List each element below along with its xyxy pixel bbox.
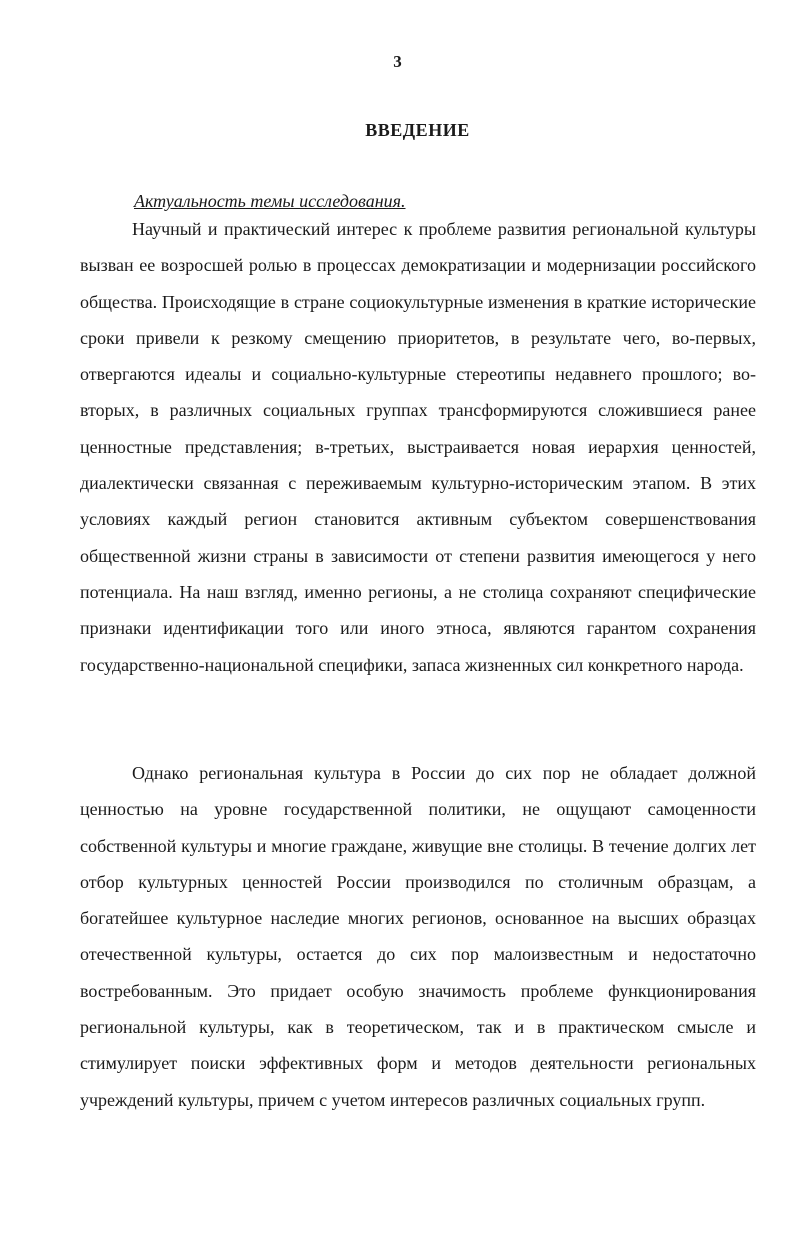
section-heading: Актуальность темы исследования. — [134, 191, 406, 211]
page-number: 3 — [393, 52, 402, 71]
page-title: ВВЕДЕНИЕ — [365, 120, 470, 140]
paragraph-2: Однако региональная культура в России до сих пор не обладает должной ценностью на уровне государственной политики, не ощущают самоценности собственной культуры и многие граждане, живущие вне столицы. В течение долгих лет отбор культурных ценностей России производился по столичным образцам, а богатейшее культурное наследие многих регионов, основанное на высших образцах отечественной культуры, остается до сих пор малоизвестным и недостаточно востребованным. Это придает особую значимость проблеме функционирования региональной культуры, как в теоретическом, так и в практическом смысле и стимулирует поиски эффективных форм и методов деятельности региональных учреждений культуры, причем с учетом интересов различных социальных групп. — [80, 763, 756, 1110]
paragraph-1: Научный и практический интерес к проблеме развития региональной культуры вызван ее возросшей ролью в процессах демократизации и модернизации российского общества. Происходящие в стране социокультурные изменения в краткие исторические сроки привели к резкому смещению приоритетов, в результате чего, во-первых, отвергаются идеалы и социально-культурные стереотипы недавнего прошлого; во-вторых, в различных социальных группах трансформируются сложившиеся ранее ценностные представления; в-третьих, выстраивается новая иерархия ценностей, диалектически связанная с переживаемым культурно-историческим этапом. В этих условиях каждый регион становится активным субъектом совершенствования общественной жизни страны в зависимости от степени развития имеющегося у него потенциала. На наш взгляд, именно регионы, а не столица сохраняют специфические признаки идентификации того или иного этноса, являются гарантом сохранения государственно-национальной специфики, запаса жизненных сил конкретного народа. — [80, 219, 756, 675]
